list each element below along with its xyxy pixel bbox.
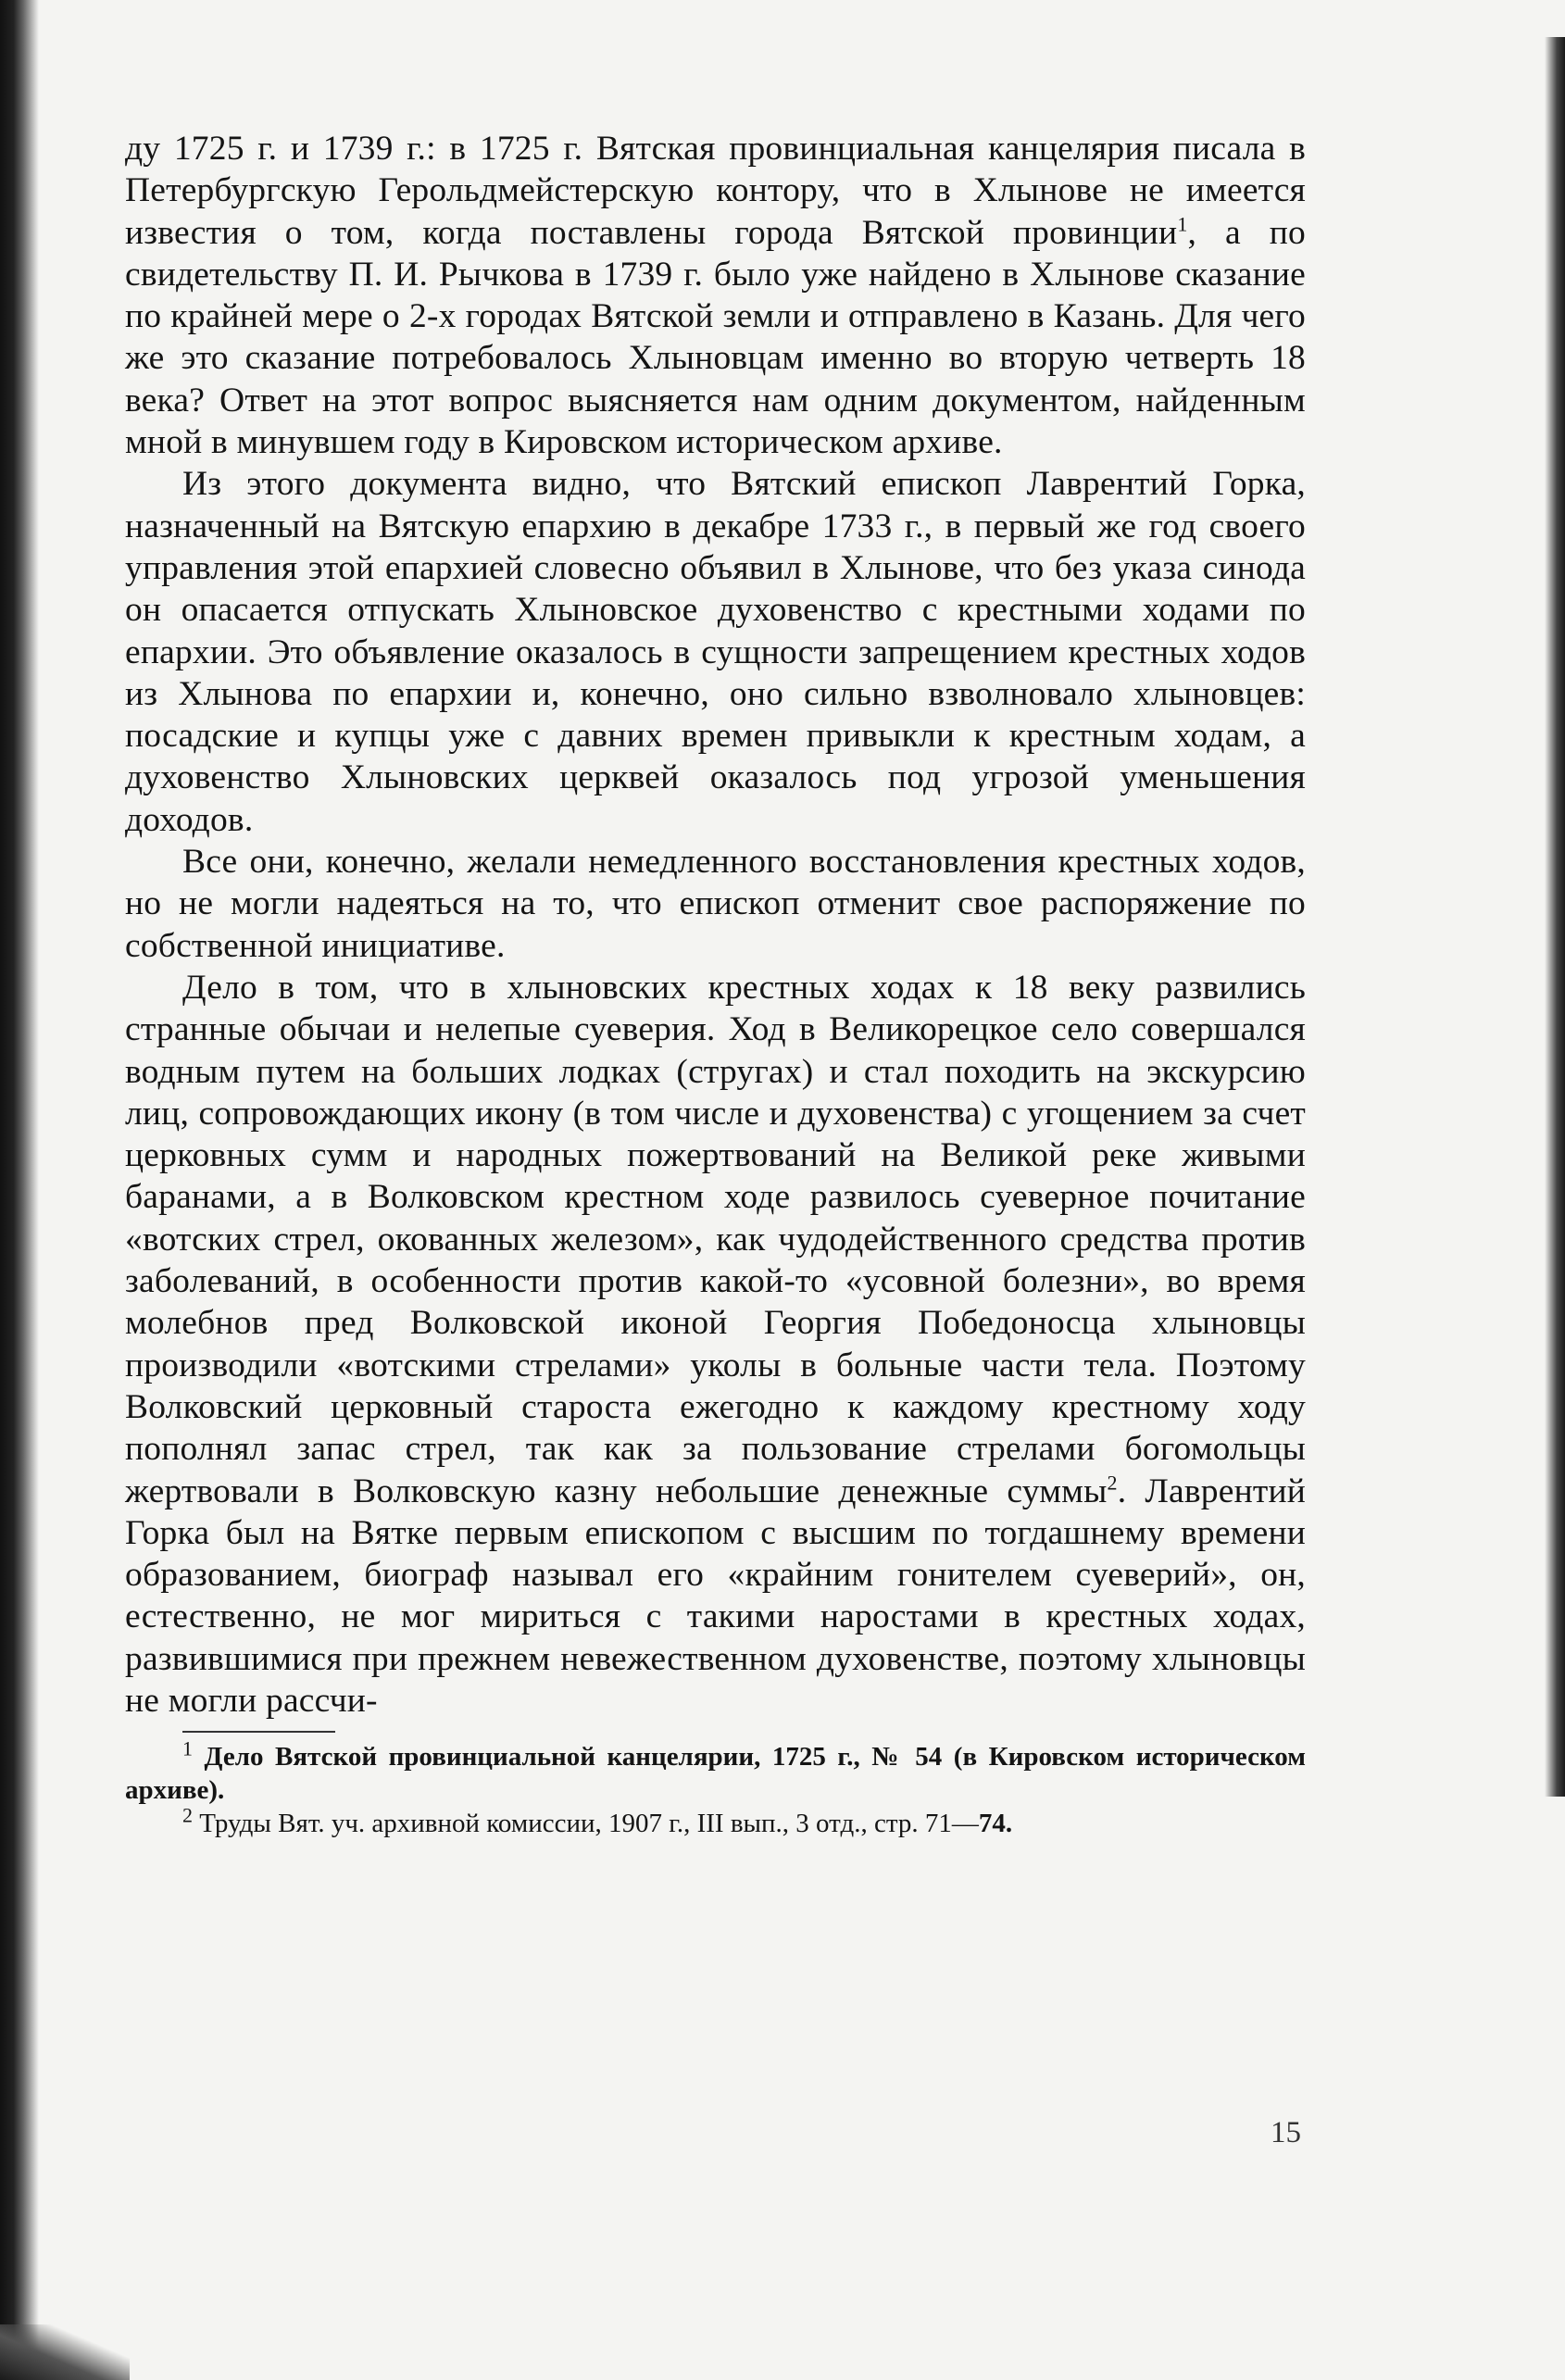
paragraph bbox=[125, 463, 1306, 841]
text-segment: Дело в том, что в хлыновских крестных ходах к 18 веку развились странные обычаи и нелепые суеверия. Ход в Великорецкое село совершался водным путем на больших лодках (стругах) и стал походить на экскурсию лиц, сопровождающих икону (в том числе и духовенства) с угощением за счет церковных сумм и народных пожертвований на Великой реке живыми баранами, а в Волковском крестном ходе развилось суеверное почитание «вотских стрел, окованных железом», как чудодейственного средства против заболеваний, в особенности против какой-то «усовной болезни», во время молебнов пред Волковской иконой Георгия Победоносца хлыновцы производили «вотскими стрелами» уколы в больные части тела. Поэтому Волковский церковный староста ежегодно к каждому крестному ходу пополнял запас стрел, так как за пользование стрелами богомольцы жертвовали в Волковскую казну небольшие денежные суммы bbox=[125, 968, 1306, 1510]
paragraph bbox=[125, 128, 1306, 463]
footnote-number: 1 bbox=[182, 1736, 193, 1760]
text-segment: Все они, конечно, желали немедленного восстановления крестных ходов, но не могли надеяться на то, что епископ отменит свое распоряжение по собственной инициативе. bbox=[125, 843, 1306, 965]
footnote bbox=[125, 1803, 1306, 1840]
text-segment-bold: 74. bbox=[978, 1809, 1013, 1839]
text-segment: ду 1725 г. и 1739 г.: в 1725 г. Вятская провинциальная канцелярия писала в Петербургскую Герольдмейстерскую контору, что в Хлынове не имеется известия о том, когда поставлены города Вятской провинции bbox=[125, 130, 1306, 252]
scan-shadow-corner bbox=[0, 2324, 130, 2380]
text-segment: , а по свидетельству П. И. Рычкова в 1739 г. было уже найдено в Хлынове сказание по крайней мере о 2-х городах Вятской земли и отправлено в Казань. Для чего же это сказание потребовалось Хлыновцам именно во вторую четверть 18 века? Ответ на этот вопрос выясняется нам одним документом, найденным мной в минувшем году в Кировском историческом архиве. bbox=[125, 213, 1306, 462]
text-segment-bold: Дело Вятской провинциальной канцелярии, 1725 г., № 54 (в Кировском историческом архиве). bbox=[125, 1742, 1306, 1806]
paragraph bbox=[125, 841, 1306, 967]
paragraph bbox=[125, 967, 1306, 1722]
text-segment: Из этого документа видно, что Вятский епископ Лаврентий Горка, назначенный на Вятскую епархию в декабре 1733 г., в первый же год своего управления этой епархией словесно объявил в Хлынове, что без указа синода он опасается отпускать Хлыновское духовенство с крестными ходами по епархии. Это объявление оказалось в сущности запрещением крестных ходов из Хлынова по епархии и, конечно, оно сильно взволновало хлыновцев: посадские и купцы уже с давних времен привыкли к крестным ходам, а духовенство Хлыновских церквей оказалось под угрозой уменьшения доходов. bbox=[125, 465, 1306, 839]
main-text bbox=[125, 128, 1306, 1840]
text-segment: Труды Вят. уч. архивной комиссии, 1907 г., III вып., 3 отд., стр. 71— bbox=[199, 1809, 979, 1839]
footnote-number: 2 bbox=[182, 1803, 193, 1827]
page-number: 15 bbox=[1271, 2116, 1301, 2149]
footnote-separator bbox=[182, 1731, 335, 1733]
scan-shadow-right bbox=[1545, 37, 1565, 1797]
footnote bbox=[125, 1736, 1306, 1807]
text-segment: . Лаврентий Горка был на Вятке первым епископом с высшим по тогдашнему времени образованием, биограф называл его «крайним гонителем суеверий», он, естественно, не мог мириться с такими наростами в крестных ходах, развившимися при прежнем невежественном духовенстве, поэтому хлыновцы не могли рассчи- bbox=[125, 1472, 1306, 1720]
footnote-marker: 1 bbox=[1177, 212, 1188, 236]
scan-shadow-left bbox=[0, 0, 39, 2380]
footnote-marker: 2 bbox=[1107, 1471, 1118, 1494]
